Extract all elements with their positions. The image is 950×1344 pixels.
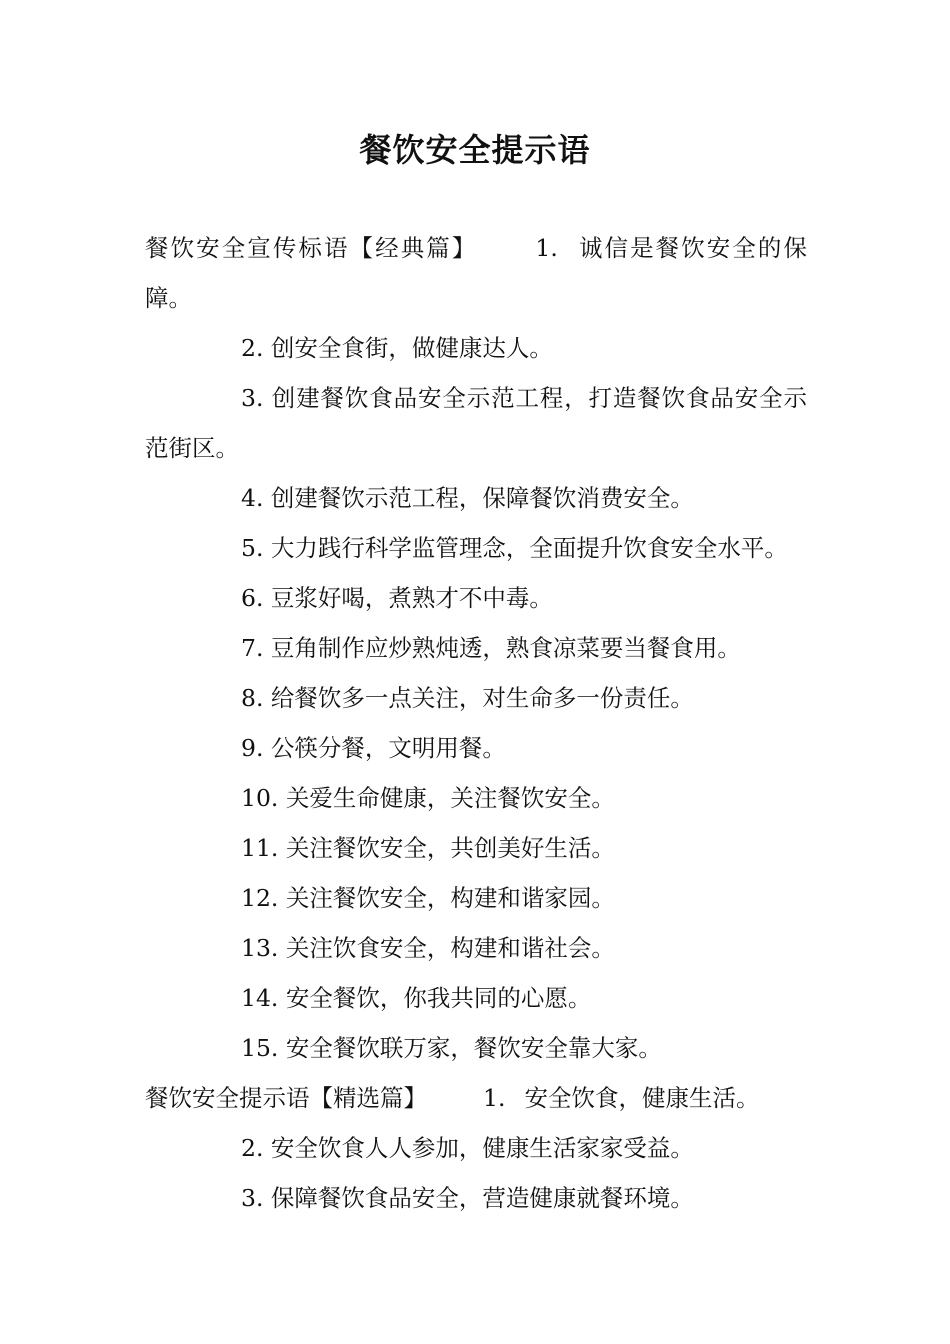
- document-body: [145, 223, 807, 1223]
- item-text: 关注饮食安全，构建和谐社会。: [285, 934, 615, 962]
- item-text: 创建餐饮示范工程，保障餐饮消费安全。: [270, 484, 694, 512]
- list-item: [145, 573, 807, 623]
- item-number: 7.: [241, 634, 264, 662]
- item-number: 1.: [535, 234, 558, 262]
- item-number: 15.: [241, 1034, 279, 1062]
- item-text: 保障餐饮食品安全，营造健康就餐环境。: [270, 1184, 694, 1212]
- item-text: 安全餐饮，你我共同的心愿。: [285, 984, 592, 1012]
- item-number: 3.: [241, 384, 264, 412]
- list-item: [145, 973, 807, 1023]
- item-text: 诚信是餐饮安全的保障。: [145, 234, 808, 312]
- section-heading-paragraph: [145, 223, 807, 323]
- list-item: [145, 723, 807, 773]
- list-item: [145, 623, 807, 673]
- item-text: 大力践行科学监管理念，全面提升饮食安全水平。: [270, 534, 788, 562]
- list-item: [145, 323, 807, 373]
- item-number: 13.: [241, 934, 279, 962]
- item-number: 6.: [241, 584, 264, 612]
- item-text: 安全餐饮联万家，餐饮安全靠大家。: [285, 1034, 662, 1062]
- item-number: 14.: [241, 984, 279, 1012]
- item-number: 8.: [241, 684, 264, 712]
- item-number: 9.: [241, 734, 264, 762]
- item-text: 创建餐饮食品安全示范工程，打造餐饮食品安全示范街区。: [145, 384, 807, 462]
- section-heading: 餐饮安全宣传标语【经典篇】: [145, 234, 478, 262]
- item-number: 3.: [241, 1184, 264, 1212]
- list-item: [145, 873, 807, 923]
- item-number: 2.: [241, 334, 264, 362]
- section-heading-paragraph: [145, 1073, 807, 1123]
- item-number: 1.: [483, 1084, 506, 1112]
- item-number: 11.: [241, 834, 279, 862]
- item-text: 创安全食街，做健康达人。: [270, 334, 553, 362]
- item-text: 给餐饮多一点关注，对生命多一份责任。: [270, 684, 694, 712]
- list-item: [145, 1023, 807, 1073]
- item-text: 安全饮食人人参加，健康生活家家受益。: [270, 1134, 694, 1162]
- section-heading: 餐饮安全提示语【精选篇】: [145, 1084, 427, 1112]
- list-item: [145, 673, 807, 723]
- item-text: 安全饮食，健康生活。: [524, 1084, 760, 1112]
- item-number: 12.: [241, 884, 279, 912]
- list-item: [145, 373, 807, 473]
- list-item: [145, 923, 807, 973]
- item-text: 关注餐饮安全，构建和谐家园。: [285, 884, 615, 912]
- item-number: 2.: [241, 1134, 264, 1162]
- list-item: [145, 1123, 807, 1173]
- item-text: 关注餐饮安全，共创美好生活。: [285, 834, 615, 862]
- item-number: 10.: [241, 784, 279, 812]
- item-text: 豆角制作应炒熟炖透，熟食凉菜要当餐食用。: [270, 634, 741, 662]
- list-item: [145, 523, 807, 573]
- list-item: [145, 823, 807, 873]
- item-text: 豆浆好喝，煮熟才不中毒。: [270, 584, 553, 612]
- list-item: [145, 473, 807, 523]
- document-title: 餐饮安全提示语: [359, 131, 591, 169]
- list-item: [145, 773, 807, 823]
- item-text: 关爱生命健康，关注餐饮安全。: [285, 784, 615, 812]
- item-number: 4.: [241, 484, 264, 512]
- list-item: [145, 1173, 807, 1223]
- item-text: 公筷分餐，文明用餐。: [270, 734, 506, 762]
- item-number: 5.: [241, 534, 264, 562]
